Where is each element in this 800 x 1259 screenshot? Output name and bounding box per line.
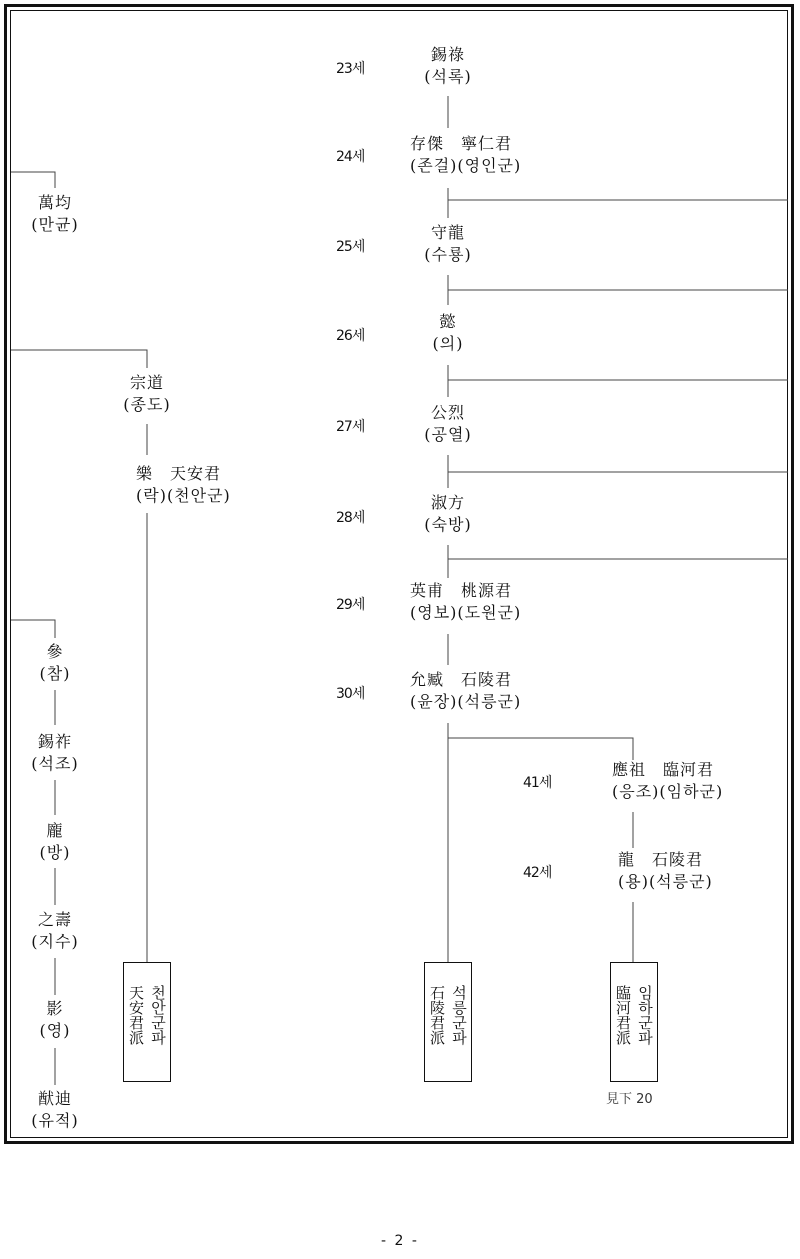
person-hanja: 宗道 <box>129 373 164 392</box>
person-node-26 <box>408 311 488 355</box>
generation-label-26: 26세 <box>336 328 365 344</box>
generation-label-30: 30세 <box>336 686 365 702</box>
generation-label-41: 41세 <box>523 775 552 791</box>
generation-label-25: 25세 <box>336 239 365 255</box>
person-hangul: (숙방) <box>424 515 472 534</box>
branch-manggyun <box>11 172 55 188</box>
person-hangul: (만균) <box>31 215 79 234</box>
person-hanja: 存傑 寧仁君 <box>410 134 513 153</box>
generation-label-27: 27세 <box>336 419 365 435</box>
person-node-30 <box>410 669 580 713</box>
branch-cham <box>11 620 55 638</box>
branch-hanja: 臨河君派 <box>614 985 632 1045</box>
person-hangul: (존걸)(영인군) <box>410 156 522 175</box>
person-hangul: (석조) <box>31 754 79 773</box>
person-hanja: 猷迪 <box>37 1089 72 1108</box>
person-hangul: (윤장)(석릉군) <box>410 692 522 711</box>
person-node-jisu <box>18 909 92 953</box>
person-hangul: (수룡) <box>424 245 472 264</box>
person-hanja: 參 <box>46 642 64 661</box>
branch-box-cheonan <box>123 962 171 1082</box>
generation-label-23: 23세 <box>336 61 365 77</box>
person-hangul: (락)(천안군) <box>136 486 231 505</box>
branch-28-right <box>448 545 788 559</box>
branch-hangul: 임하군파 <box>636 985 654 1045</box>
see-reference: 見下 20 <box>606 1092 653 1107</box>
person-hangul: (영보)(도원군) <box>410 603 522 622</box>
person-node-jongdo <box>108 372 186 416</box>
person-hanja: 懿 <box>439 312 457 331</box>
generation-label-29: 29세 <box>336 597 365 613</box>
branch-box-seokreung <box>424 962 472 1082</box>
branch-hangul: 천안군파 <box>149 985 167 1045</box>
person-node-25 <box>408 222 488 266</box>
person-node-bang <box>18 820 92 864</box>
person-hanja: 錫祿 <box>430 45 465 64</box>
person-hanja: 守龍 <box>430 223 465 242</box>
branch-27-right <box>448 455 788 472</box>
person-node-yeong <box>18 998 92 1042</box>
branch-hanja: 天安君派 <box>127 985 145 1045</box>
branch-30-41 <box>448 738 633 760</box>
person-hanja: 公烈 <box>430 403 465 422</box>
branch-26-right <box>448 365 788 380</box>
person-hanja: 龐 <box>46 821 64 840</box>
person-node-29 <box>410 580 580 624</box>
person-node-41 <box>612 759 782 803</box>
person-node-42 <box>618 849 778 893</box>
branch-box-imha <box>610 962 658 1082</box>
person-node-yujeok <box>18 1088 92 1132</box>
person-node-27 <box>408 402 488 446</box>
branch-24-right <box>448 188 788 200</box>
person-hanja: 之壽 <box>37 910 72 929</box>
person-hangul: (응조)(임하군) <box>612 782 724 801</box>
person-hanja: 影 <box>46 999 64 1018</box>
person-hangul: (용)(석릉군) <box>618 872 713 891</box>
person-hangul: (유적) <box>31 1111 79 1130</box>
generation-label-42: 42세 <box>523 865 552 881</box>
generation-label-24: 24세 <box>336 149 365 165</box>
person-node-cham <box>18 641 92 685</box>
branch-hanja: 石陵君派 <box>428 985 446 1045</box>
person-hanja: 萬均 <box>37 193 72 212</box>
person-hangul: (방) <box>39 843 71 862</box>
person-node-seokjo <box>18 731 92 775</box>
generation-label-28: 28세 <box>336 510 365 526</box>
person-hangul: (영) <box>39 1021 71 1040</box>
page-number: - 2 - <box>381 1233 419 1249</box>
person-hanja: 錫祚 <box>37 732 72 751</box>
person-hanja: 龍 石陵君 <box>618 850 704 869</box>
branch-jongdo <box>11 350 147 368</box>
person-hanja: 應祖 臨河君 <box>612 760 715 779</box>
person-hangul: (석록) <box>424 67 472 86</box>
person-node-28 <box>408 492 488 536</box>
person-node-manggyun <box>18 192 92 236</box>
person-node-24 <box>410 133 580 177</box>
branch-hangul: 석릉군파 <box>450 985 468 1045</box>
person-hanja: 樂 天安君 <box>136 464 222 483</box>
person-hangul: (의) <box>432 334 464 353</box>
branch-25-right <box>448 275 788 290</box>
person-hanja: 英甫 桃源君 <box>410 581 513 600</box>
person-hangul: (참) <box>39 664 71 683</box>
person-hanja: 允臧 石陵君 <box>410 670 513 689</box>
person-hangul: (종도) <box>123 395 171 414</box>
person-hangul: (공열) <box>424 425 472 444</box>
person-hangul: (지수) <box>31 932 79 951</box>
person-hanja: 淑方 <box>430 493 465 512</box>
person-node-rak <box>136 463 266 507</box>
person-node-23 <box>408 44 488 88</box>
